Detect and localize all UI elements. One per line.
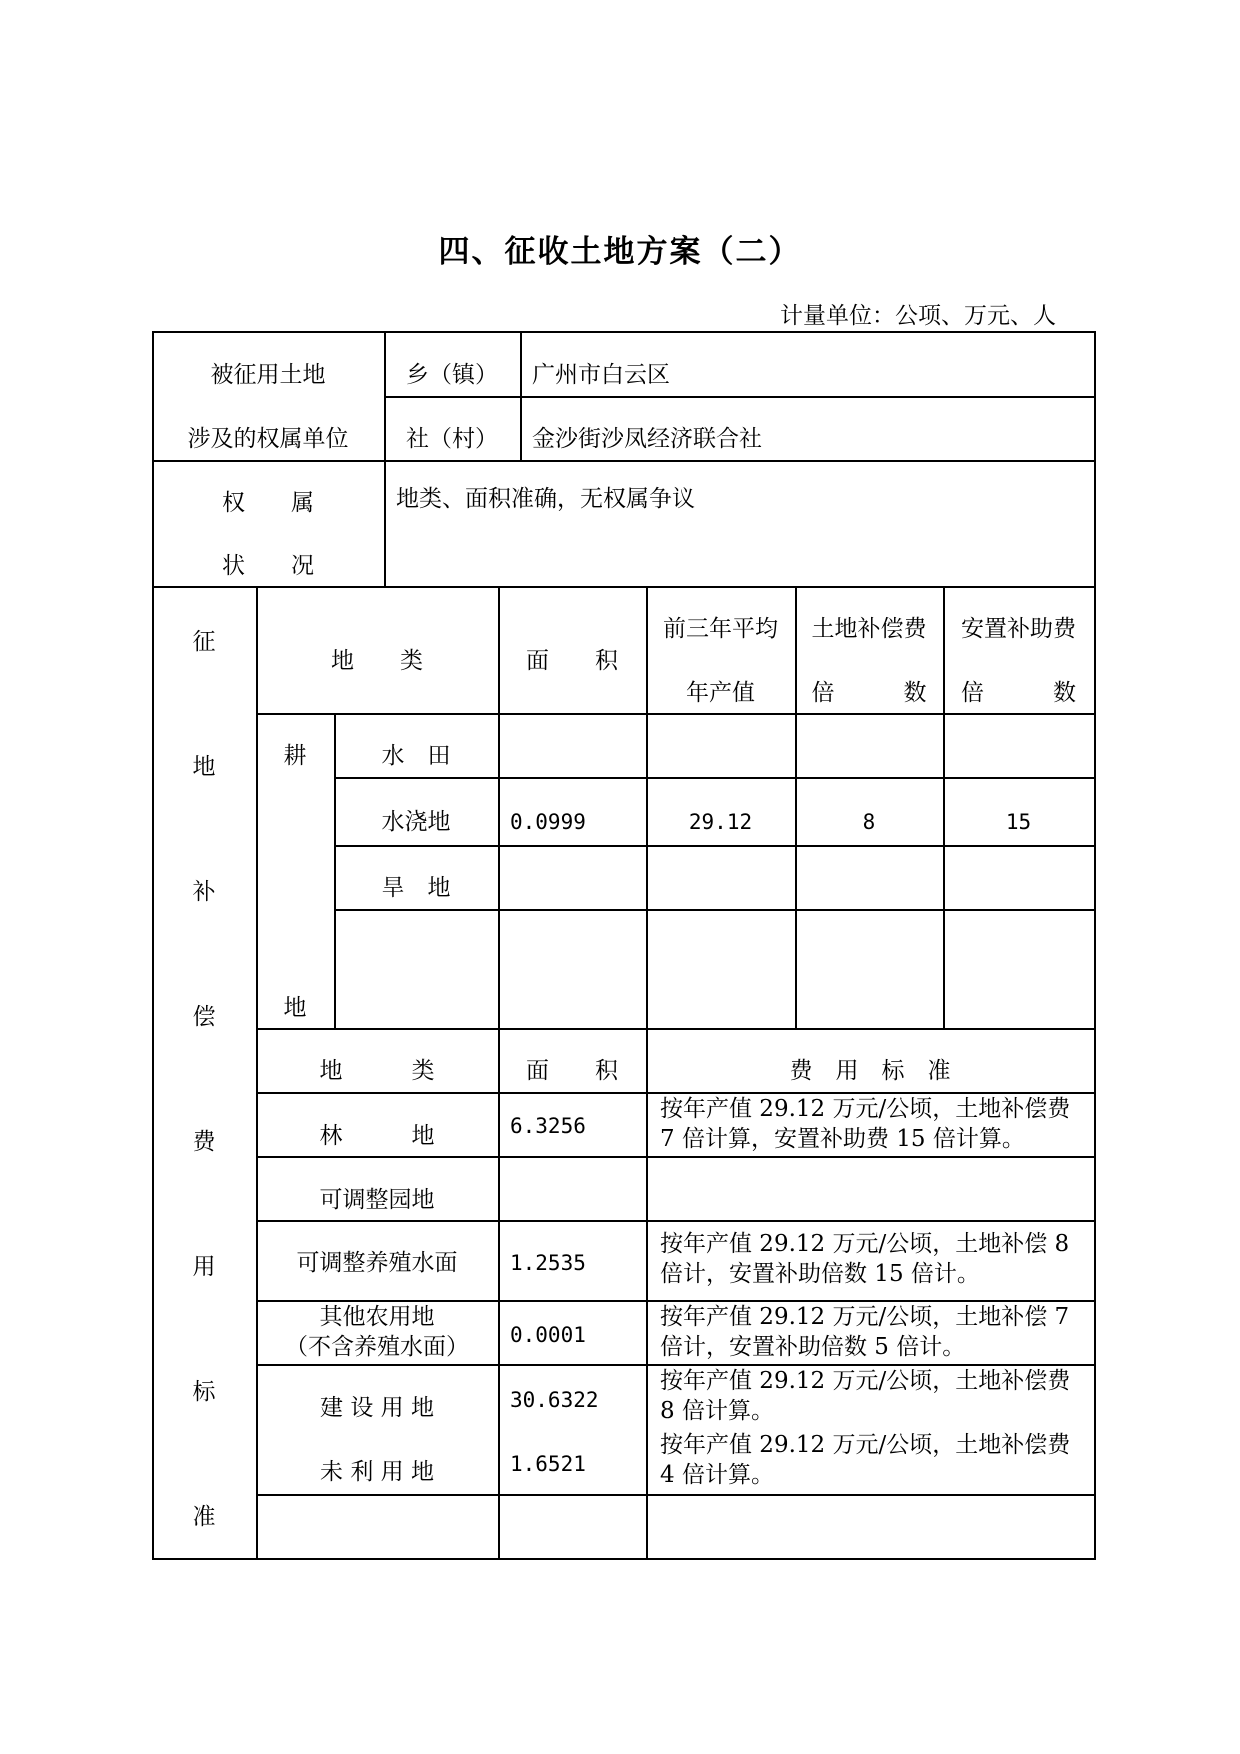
rule	[334, 777, 1096, 779]
land-type-cell-line2: （不含养殖水面）	[285, 1334, 469, 1360]
land-type-cell: 建 设 用 地	[320, 1395, 434, 1421]
table-border-top	[152, 331, 1096, 333]
rule	[943, 586, 945, 1028]
land-type-cell: 旱 地	[381, 875, 451, 901]
comp-cell: 8	[862, 810, 876, 834]
side-label-char: 偿	[192, 1004, 216, 1030]
land-type-cell: 水 田	[381, 743, 451, 769]
rule	[152, 460, 1096, 462]
rule	[256, 1028, 1096, 1030]
village-value: 金沙街沙凤经济联合社	[532, 426, 762, 452]
area-cell: 1.2535	[510, 1251, 586, 1275]
rule	[152, 586, 1096, 588]
side-label-char: 补	[192, 879, 216, 905]
land-type-cell: 林 地	[319, 1123, 435, 1149]
area-cell: 6.3256	[510, 1114, 586, 1138]
side-label-char: 标	[192, 1379, 216, 1405]
status-label-line2: 状 况	[222, 553, 314, 579]
header-land-type: 地 类	[331, 648, 423, 674]
page-title: 四、征收土地方案（二）	[438, 234, 802, 270]
cultivated-group-bottom: 地	[283, 995, 307, 1021]
land-type-cell: 水浇地	[381, 809, 451, 835]
side-label-char: 地	[192, 754, 216, 780]
land-type-cell: 未 利 用 地	[320, 1459, 434, 1485]
status-label-line1: 权 属	[222, 490, 314, 516]
village-label: 社（村）	[406, 426, 498, 452]
area-cell: 0.0001	[510, 1323, 586, 1347]
header-resettle-line2: 倍 数	[961, 680, 1076, 706]
standard-cell: 按年产值 29.12 万元/公顷，土地补偿费 8 倍计算。	[660, 1368, 1071, 1424]
side-label-char: 费	[192, 1129, 216, 1155]
side-label-char: 用	[192, 1254, 216, 1280]
output-cell: 29.12	[688, 810, 753, 834]
rule	[334, 909, 1096, 911]
header-standard: 费 用 标 准	[789, 1058, 951, 1084]
standard-cell: 按年产值 29.12 万元/公顷，土地补偿费 4 倍计算。	[660, 1432, 1071, 1488]
status-value: 地类、面积准确，无权属争议	[396, 486, 695, 512]
header-area: 面 积	[526, 648, 618, 674]
town-label: 乡（镇）	[406, 362, 498, 388]
side-label-char: 征	[192, 629, 216, 655]
rule	[256, 1494, 1096, 1496]
rule	[795, 586, 797, 1028]
header-resettle-line1: 安置补助费	[961, 616, 1076, 642]
table-border-bottom	[152, 1558, 1096, 1560]
standard-cell: 按年产值 29.12 万元/公顷，土地补偿 8 倍计，安置补助倍数 15 倍计。	[660, 1231, 1070, 1287]
town-value: 广州市白云区	[532, 362, 670, 388]
standard-cell: 按年产值 29.12 万元/公顷，土地补偿费 7 倍计算，安置补助费 15 倍计算。	[660, 1096, 1071, 1152]
rule	[334, 845, 1096, 847]
area-cell: 1.6521	[510, 1452, 586, 1476]
table-border-right	[1094, 331, 1096, 1559]
header-comp-line2: 倍 数	[811, 680, 927, 706]
rule	[384, 396, 1096, 398]
land-type-cell: 可调整园地	[319, 1187, 435, 1213]
cultivated-group-top: 耕	[283, 743, 307, 769]
header-comp-line1: 土地补偿费	[811, 616, 927, 642]
rule	[256, 713, 1096, 715]
header-area: 面 积	[526, 1058, 618, 1084]
area-cell: 30.6322	[510, 1388, 599, 1412]
header-land-type: 地 类	[319, 1058, 435, 1084]
standard-cell: 按年产值 29.12 万元/公顷，土地补偿 7 倍计，安置补助倍数 5 倍计。	[660, 1304, 1070, 1360]
unit-note: 计量单位：公项、万元、人	[780, 303, 1056, 329]
header-avg-output-line2: 年产值	[686, 680, 755, 706]
owner-label-line2: 涉及的权属单位	[187, 426, 349, 452]
header-avg-output-line1: 前三年平均	[663, 616, 778, 642]
rule	[256, 1156, 1096, 1158]
area-cell: 0.0999	[510, 810, 586, 834]
land-type-cell: 可调整养殖水面	[296, 1250, 458, 1276]
owner-label-line1: 被征用土地	[210, 362, 326, 388]
rule	[256, 1220, 1096, 1222]
side-label-char: 准	[192, 1504, 216, 1530]
resettle-cell: 15	[1005, 810, 1032, 834]
land-type-cell-line1: 其他农用地	[319, 1304, 435, 1330]
